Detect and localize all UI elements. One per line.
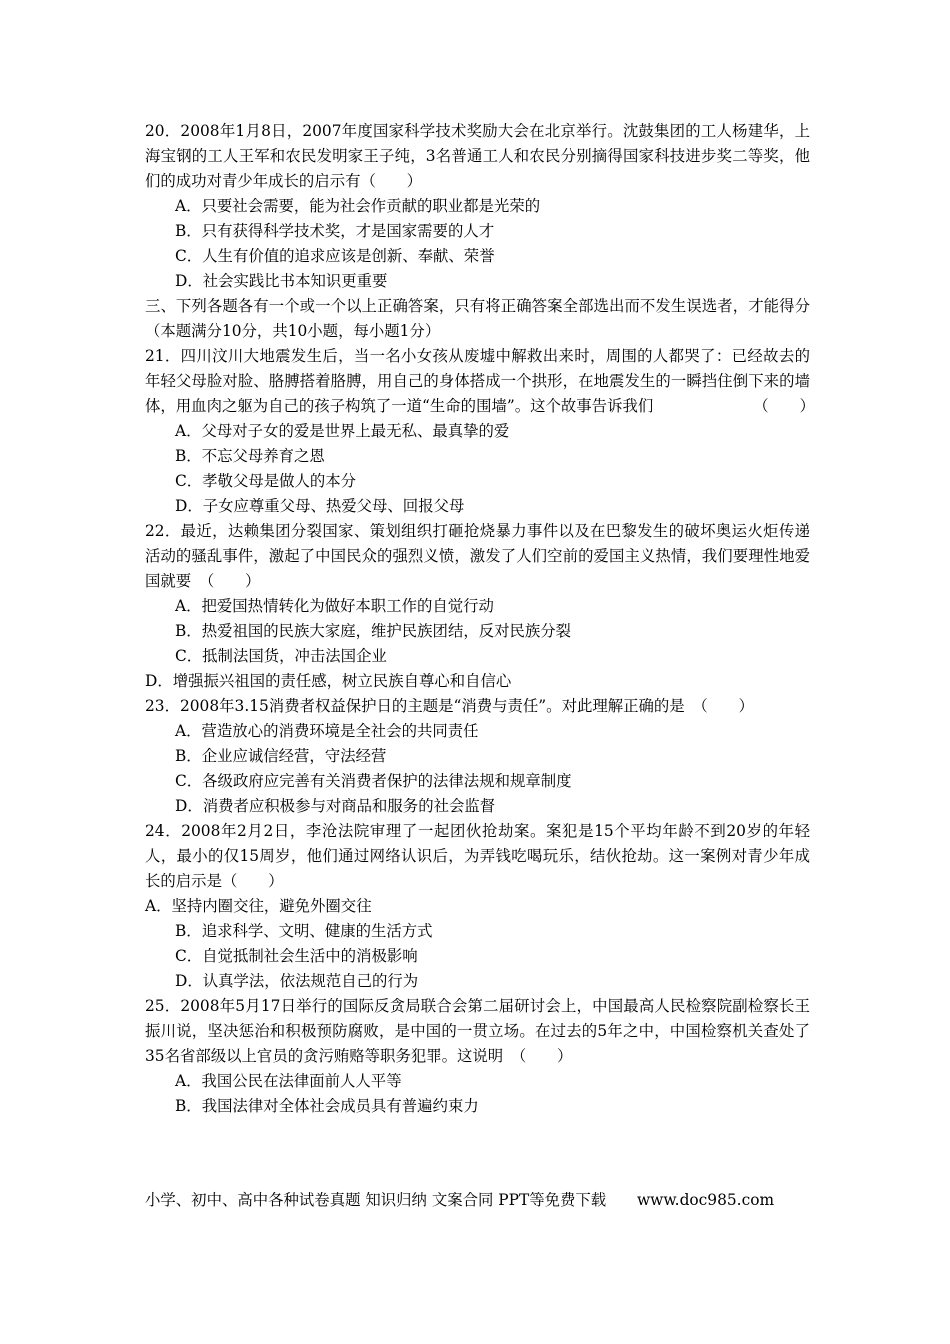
question-25-option-b: B．我国法律对全体社会成员具有普遍约束力 — [175, 1097, 479, 1115]
question-21-stem: 21．四川汶川大地震发生后，当一名小女孩从废墟中解救出来时，周围的人都哭了：已经故去的年轻父母脸对脸、胳膊搭着胳膊，用自己的身体搭成一个拱形，在地震发生的一瞬挡住倒下来的墙体，用血肉之躯为自己的孩子构筑了一道“生命的围墙”。这个故事告诉我们 （ ） — [145, 347, 815, 415]
question-22-option-d: D．增强振兴祖国的责任感，树立民族自尊心和自信心 — [145, 672, 512, 690]
question-20-option-c: C．人生有价值的追求应该是创新、奉献、荣誉 — [175, 247, 495, 265]
question-23-option-b: B．企业应诚信经营，守法经营 — [175, 747, 387, 765]
question-24-option-a: A．坚持内圈交往，避免外圈交往 — [145, 897, 372, 915]
question-23-option-d: D．消费者应积极参与对商品和服务的社会监督 — [175, 797, 496, 815]
question-21-option-a: A．父母对子女的爱是世界上最无私、最真挚的爱 — [175, 422, 510, 440]
section-3-heading: 三、下列各题各有一个或一个以上正确答案，只有将正确答案全部选出而不发生误选者，才能得分（本题满分10分，共10小题，每小题1分） — [145, 297, 810, 340]
question-23-option-a: A．营造放心的消费环境是全社会的共同责任 — [175, 722, 479, 740]
question-25-stem: 25．2008年5月17日举行的国际反贪局联合会第二届研讨会上，中国最高人民检察院副检察长王振川说，坚决惩治和积极预防腐败，是中国的一贯立场。在过去的5年之中，中国检察机关查处了35名省部级以上官员的贪污贿赂等职务犯罪。这说明 （ ） — [145, 997, 810, 1065]
question-21-option-b: B．不忘父母养育之恩 — [175, 447, 325, 465]
question-24-option-b: B．追求科学、文明、健康的生活方式 — [175, 922, 433, 940]
exam-content — [145, 119, 815, 1119]
question-21-option-d: D．子女应尊重父母、热爱父母、回报父母 — [175, 497, 465, 515]
question-22-option-b: B．热爱祖国的民族大家庭，维护民族团结，反对民族分裂 — [175, 622, 572, 640]
question-20-option-d: D．社会实践比书本知识更重要 — [175, 272, 388, 290]
question-22-stem: 22．最近，达赖集团分裂国家、策划组织打砸抢烧暴力事件以及在巴黎发生的破坏奥运火炬传递活动的骚乱事件，激起了中国民众的强烈义愤，激发了人们空前的爱国主义热情，我们要理性地爱国就要 （ ） — [145, 522, 810, 590]
question-20-option-a: A．只要社会需要，能为社会作贡献的职业都是光荣的 — [175, 197, 541, 215]
question-24-option-d: D．认真学法，依法规范自己的行为 — [175, 972, 419, 990]
page-footer: 小学、初中、高中各种试卷真题 知识归纳 文案合同 PPT等免费下载 www.doc985.com — [145, 1191, 775, 1209]
question-20-option-b: B．只有获得科学技术奖，才是国家需要的人才 — [175, 222, 495, 240]
question-20-stem: 20．2008年1月8日，2007年度国家科学技术奖励大会在北京举行。沈鼓集团的工人杨建华，上海宝钢的工人王军和农民发明家王子纯，3名普通工人和农民分别摘得国家科技进步奖二等奖，他们的成功对青少年成长的启示有（ ） — [145, 122, 810, 190]
question-24-stem: 24．2008年2月2日，李沧法院审理了一起团伙抢劫案。案犯是15个平均年龄不到20岁的年轻人，最小的仅15周岁，他们通过网络认识后，为弄钱吃喝玩乐，结伙抢劫。这一案例对青少年成长的启示是（ ） — [145, 822, 810, 890]
question-25-option-a: A．我国公民在法律面前人人平等 — [175, 1072, 402, 1090]
question-21-option-c: C．孝敬父母是做人的本分 — [175, 472, 357, 490]
question-22-option-c: C．抵制法国货，冲击法国企业 — [175, 647, 387, 665]
question-22-option-a: A．把爱国热情转化为做好本职工作的自觉行动 — [175, 597, 494, 615]
question-24-option-c: C．自觉抵制社会生活中的消极影响 — [175, 947, 418, 965]
question-23-stem: 23．2008年3.15消费者权益保护日的主题是“消费与责任”。对此理解正确的是 （ ） — [145, 697, 754, 715]
question-23-option-c: C．各级政府应完善有关消费者保护的法律法规和规章制度 — [175, 772, 572, 790]
